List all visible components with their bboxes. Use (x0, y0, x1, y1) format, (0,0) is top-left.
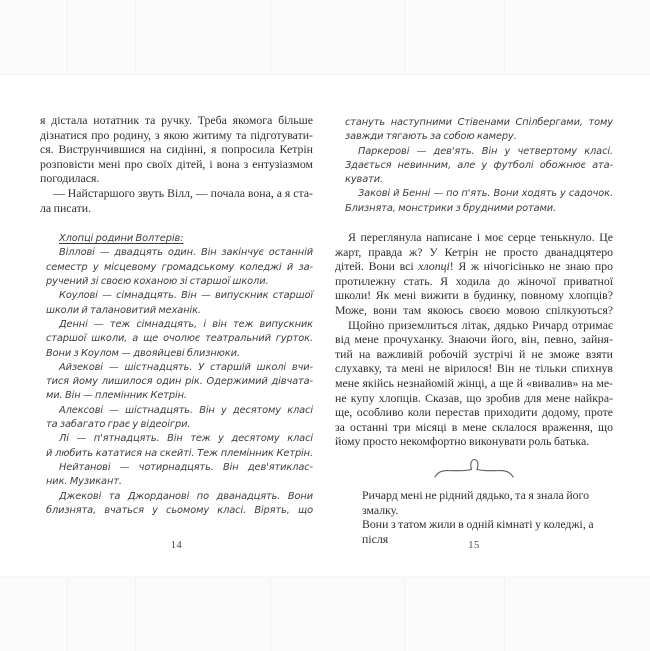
text-line: слухавку, та мені не вірилося! Він не тільки спихнув (335, 361, 613, 376)
scene-break (335, 458, 613, 482)
text-line: завжди тягають за собою камеру. (345, 131, 517, 143)
text-line: школи й талановитий механік. (46, 304, 201, 316)
text-line: Здається невинним, але у футболі обожнює ата- (345, 159, 613, 171)
page-left (40, 0, 313, 650)
text-line: та забагато грає у відеоігри. (46, 419, 191, 431)
text-line: тися йому лишилося один рік. Одержимий дівчата- (46, 376, 313, 388)
text-line: погодилася. (40, 171, 100, 186)
text-line: не купу хлопців. Сказав, що зробив для мене найкра- (335, 390, 613, 405)
text-line: Джекові та Джорданові по дванадцять. Вони (59, 490, 313, 502)
text-line (335, 259, 613, 274)
text-segment: дітей. Вони всі (335, 259, 419, 274)
text-line: від мене прочуханку. Знаючи його, він, певно, зайня- (335, 332, 613, 347)
text-line: Закові й Бенні — по п'ять. Вони ходять у садочок. (358, 188, 613, 200)
text-line: ник. Музикант. (46, 476, 122, 488)
text-line: Айзекові — шістнадцять. У старшій школі вчи- (59, 361, 313, 373)
text-line: — Найстаршого звуть Вілл, — почала вона, а я ста- (53, 185, 313, 200)
narrative-paragraphs (335, 230, 613, 449)
text-line: й любить кататися на скейті. Теж племінник Кетрін. (46, 447, 313, 459)
text-line: тий на важливій робочій зустрічі й не зможе взяти (335, 346, 613, 361)
text-line: близнята, вчаться у сьомому класі. Вірять, що (46, 504, 313, 516)
text-line: Нейтанові — чотирнадцять. Він дев'ятиклас- (59, 461, 313, 473)
emphasized-text: хлопці (418, 259, 450, 274)
text-line: семестр у місцевому громадському коледжі й за- (46, 261, 313, 273)
text-line: Ричард мені не рідний дядько, та я знала його змалку. (362, 487, 589, 517)
text-line: школи! Як мені вижити в будинку, повному хлопців? (335, 288, 613, 303)
text-line: Вони з Коулом — двояйцеві близнюки. (46, 347, 240, 359)
text-line: мене якійсь незнайомій жінці, а ще й «вивалив» на ме- (335, 376, 613, 391)
text-line: стануть наступними Стівенами Спілбергами, тому (345, 117, 613, 128)
narrative-paragraph-after-break (335, 488, 613, 546)
text-line: я дістала нотатник та ручку. Треба якомога більше (40, 113, 313, 127)
text-line: Близнята, монстрики з брудними ротами. (345, 202, 557, 214)
journal-list (46, 232, 313, 518)
text-line: Вони з татом жили в одній кімнаті у коледжі, а після (362, 517, 594, 546)
text-line: Щойно приземлиться літак, дядько Ричард отримає (348, 317, 613, 332)
text-line: жарт, правда ж? У Кетрін не просто дванадцятеро (335, 244, 613, 259)
text-line: Хлопці родини Волтерів: (59, 233, 184, 245)
text-line: Я переглянула написане і моє серце тенькнуло. Це (348, 230, 613, 245)
text-line: за останні три місяці в мене склалося враження, що (335, 419, 613, 434)
text-line: Віллові — двадцять один. Він закінчує останній (59, 247, 313, 259)
page-right-text (335, 116, 613, 546)
page-number-right: 15 (468, 540, 480, 551)
text-line: йому просто некомфортно виконувати роль батька. (335, 434, 590, 449)
text-line: Лі — п'ятнадцять. Він теж у десятому класі (59, 433, 313, 445)
text-line: ручений зі своєю коханою зі старшої школи. (46, 276, 269, 288)
text-line: ми. Він — племінник Кетрін. (46, 390, 187, 402)
scene-break-flourish-icon (432, 458, 516, 482)
text-line: Алексові — шістнадцять. Він у десятому класі (59, 404, 313, 416)
text-line: ся. Виструнчившися на сидінні, я попросила Кетрін (40, 142, 313, 157)
page-left-text (40, 113, 313, 518)
journal-list-continued (345, 116, 613, 216)
text-line: протилежну стать. Я ходила до жіночої приватної (335, 273, 613, 288)
text-line: ще, особливо коли перестав приходити додому, проте (335, 405, 613, 420)
text-line: ла писати. (40, 200, 92, 215)
text-line: старшої школи, а ще очолює театральний гурток. (46, 333, 313, 345)
text-line: кувати. (345, 174, 383, 186)
narrative-paragraphs (40, 113, 313, 215)
text-line: дізнатися про родину, з якою житиму та підготувати- (40, 127, 313, 142)
page-number-left: 14 (170, 540, 183, 551)
page-right (335, 0, 613, 650)
text-line: Паркерові — дев'ять. Він у четвертому класі. (358, 145, 613, 157)
text-line: розповісти мені про своїх дітей, і вона з ентузіазмом (40, 156, 313, 171)
text-line: Коулові — сімнадцять. Він — випускник старшої (59, 290, 313, 302)
text-line: Може, вони там якоюсь своєю мовою спілкуються? (335, 303, 613, 318)
text-line: Денні — теж сімнадцять, і він теж випускник (59, 318, 313, 330)
text-segment: ! Я ж нічогісінько не знаю про (449, 259, 613, 274)
